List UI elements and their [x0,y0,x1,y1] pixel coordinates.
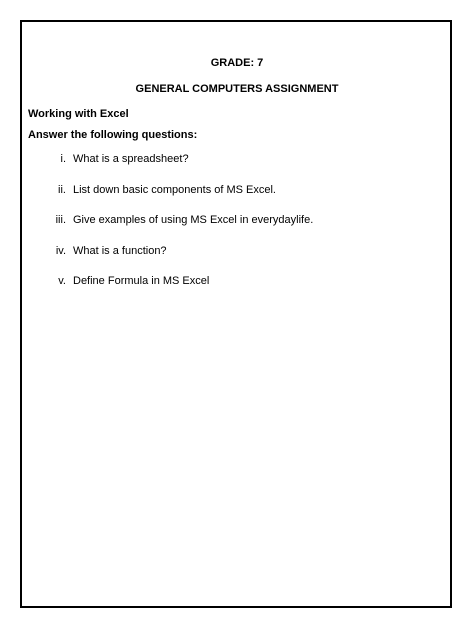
question-text: What is a spreadsheet? [73,153,189,165]
question-text: Give examples of using MS Excel in everydaylife. [73,214,314,226]
grade-heading: GRADE: 7 [210,57,264,69]
question-marker: iv. [55,244,66,257]
question-item-5 [0,274,474,305]
question-marker: i. [60,153,66,165]
question-list [0,152,474,305]
question-item-3 [0,213,474,244]
topic-heading: Working with Excel [28,108,129,120]
question-item-4 [0,244,474,275]
assignment-title: GENERAL COMPUTERS ASSIGNMENT [135,83,339,95]
question-text: What is a function? [73,244,167,257]
question-text: Define Formula in MS Excel [73,275,210,287]
question-marker: iii. [55,214,66,226]
question-item-1 [0,152,474,183]
instructions-text: Answer the following questions: [28,129,198,141]
question-item-2 [0,183,474,214]
question-text: List down basic components of MS Excel. [73,183,276,196]
question-marker: v. [58,275,66,287]
question-marker: ii. [58,183,66,196]
